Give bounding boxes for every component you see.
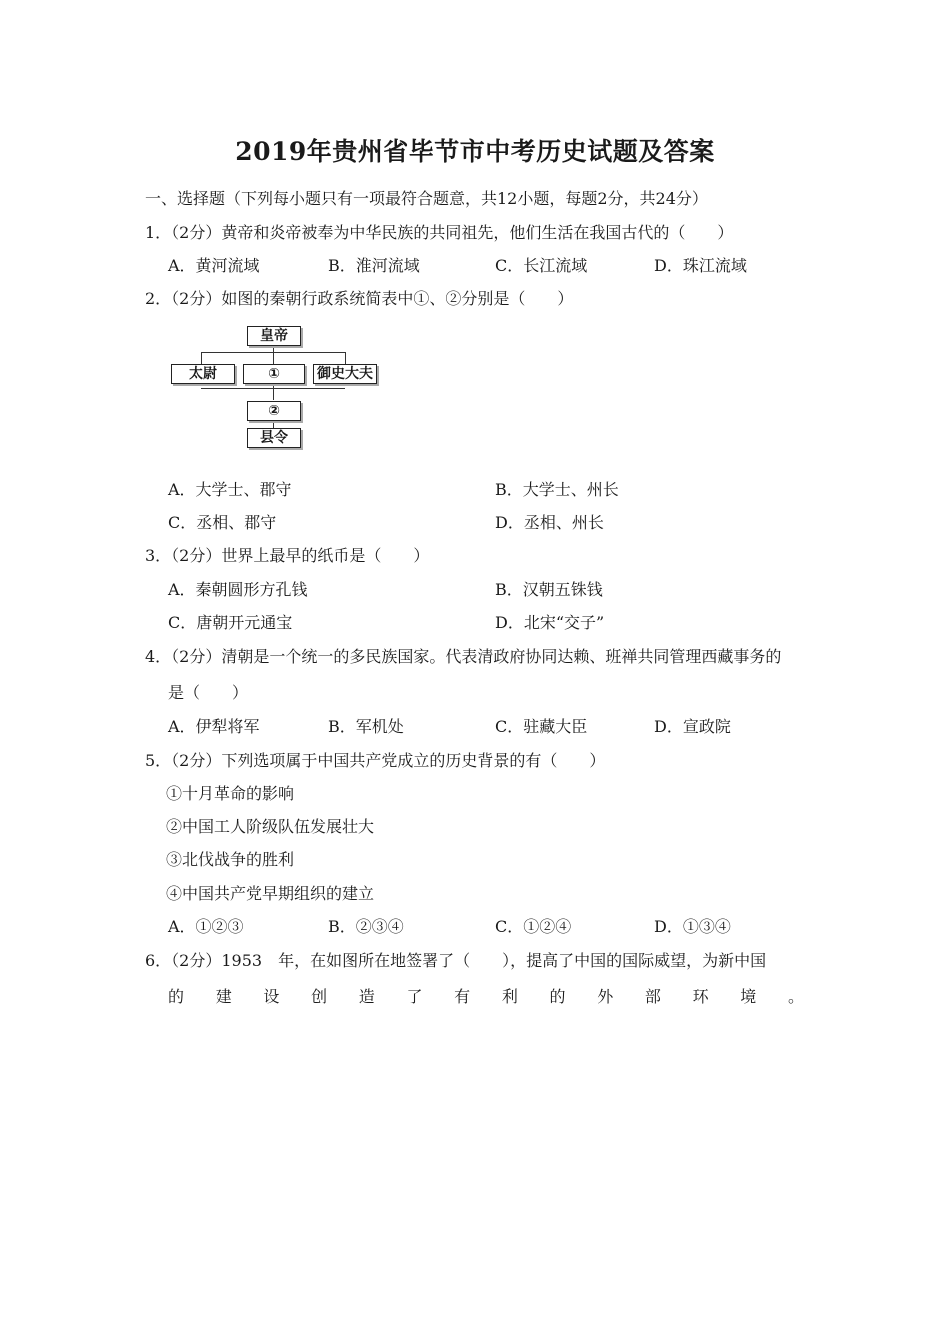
box-slot-1: ① <box>243 364 305 384</box>
q6-char: 建 <box>215 987 232 1006</box>
q6-char: 。 <box>787 987 804 1006</box>
q6-char: 有 <box>454 987 471 1006</box>
q6-char: 环 <box>692 987 709 1006</box>
q6-char: 的 <box>168 987 185 1006</box>
diagram-line <box>201 352 202 364</box>
q5-item-4: ④中国共产党早期组织的建立 <box>166 884 375 903</box>
q6-char: 造 <box>358 987 375 1006</box>
q3-option-b: B．汉朝五铢钱 <box>495 580 603 599</box>
box-xianling: 县令 <box>247 428 301 448</box>
q5-option-a: A．①②③ <box>168 917 244 936</box>
q6-char: 了 <box>406 987 423 1006</box>
diagram-line <box>273 384 274 400</box>
q3-stem: 3．（2分）世界上最早的纸币是（ ） <box>145 546 430 565</box>
diagram-line <box>273 352 274 364</box>
q6-char: 设 <box>263 987 280 1006</box>
q5-item-1: ①十月革命的影响 <box>166 784 295 803</box>
q6-char: 境 <box>740 987 757 1006</box>
q1-stem: 1．（2分）黄帝和炎帝被奉为中华民族的共同祖先，他们生活在我国古代的（ ） <box>145 223 734 242</box>
q5-option-c: C．①②④ <box>495 917 572 936</box>
q4-option-b: B．军机处 <box>328 717 404 736</box>
q4-option-d: D．宣政院 <box>654 717 731 736</box>
q4-stem: 4．（2分）清朝是一个统一的多民族国家。代表清政府协同达赖、班禅共同管理西藏事务的 <box>145 647 782 666</box>
q3-option-a: A．秦朝圆形方孔钱 <box>168 580 308 599</box>
q2-option-c: C．丞相、郡守 <box>168 513 277 532</box>
q5-item-3: ③北伐战争的胜利 <box>166 850 295 869</box>
q5-option-b: B．②③④ <box>328 917 404 936</box>
q6-char: 利 <box>501 987 518 1006</box>
q3-option-d: D．北宋“交子” <box>495 613 605 632</box>
q6-char: 创 <box>311 987 328 1006</box>
q2-stem: 2．（2分）如图的秦朝行政系统简表中①、②分别是（ ） <box>145 289 574 308</box>
section-heading: 一、选择题（下列每小题只有一项最符合题意，共12小题，每题2分，共24分） <box>145 189 708 208</box>
q2-option-a: A．大学士、郡守 <box>168 480 292 499</box>
q6-stem: 6．（2分）1953 年，在如图所在地签署了（ ），提高了中国的国际威望，为新中国 <box>145 951 767 970</box>
q4-stem-continued: 是（ ） <box>168 683 249 702</box>
page-title: 2019年贵州省毕节市中考历史试题及答案 <box>235 137 715 166</box>
diagram-line <box>345 352 346 364</box>
box-taiwei: 太尉 <box>171 364 235 384</box>
q4-option-c: C．驻藏大臣 <box>495 717 588 736</box>
q1-option-c: C．长江流域 <box>495 256 588 275</box>
box-emperor: 皇帝 <box>247 326 301 346</box>
qin-admin-diagram <box>165 322 385 452</box>
q6-char: 外 <box>597 987 614 1006</box>
q1-option-d: D．珠江流域 <box>654 256 747 275</box>
diagram-line <box>273 420 274 428</box>
q4-option-a: A．伊犁将军 <box>168 717 260 736</box>
box-slot-2: ② <box>247 401 301 421</box>
box-yushi-dafu: 御史大夫 <box>313 364 377 384</box>
q2-option-b: B．大学士、州长 <box>495 480 619 499</box>
q1-option-a: A．黄河流域 <box>168 256 260 275</box>
q6-char: 的 <box>549 987 566 1006</box>
q2-option-d: D．丞相、州长 <box>495 513 604 532</box>
q5-option-d: D．①③④ <box>654 917 731 936</box>
q3-option-c: C．唐朝开元通宝 <box>168 613 293 632</box>
q1-option-b: B．淮河流域 <box>328 256 420 275</box>
q6-stem-continued <box>168 987 804 1007</box>
q6-char: 部 <box>644 987 661 1006</box>
q5-item-2: ②中国工人阶级队伍发展壮大 <box>166 817 375 836</box>
q5-stem: 5．（2分）下列选项属于中国共产党成立的历史背景的有（ ） <box>145 751 606 770</box>
